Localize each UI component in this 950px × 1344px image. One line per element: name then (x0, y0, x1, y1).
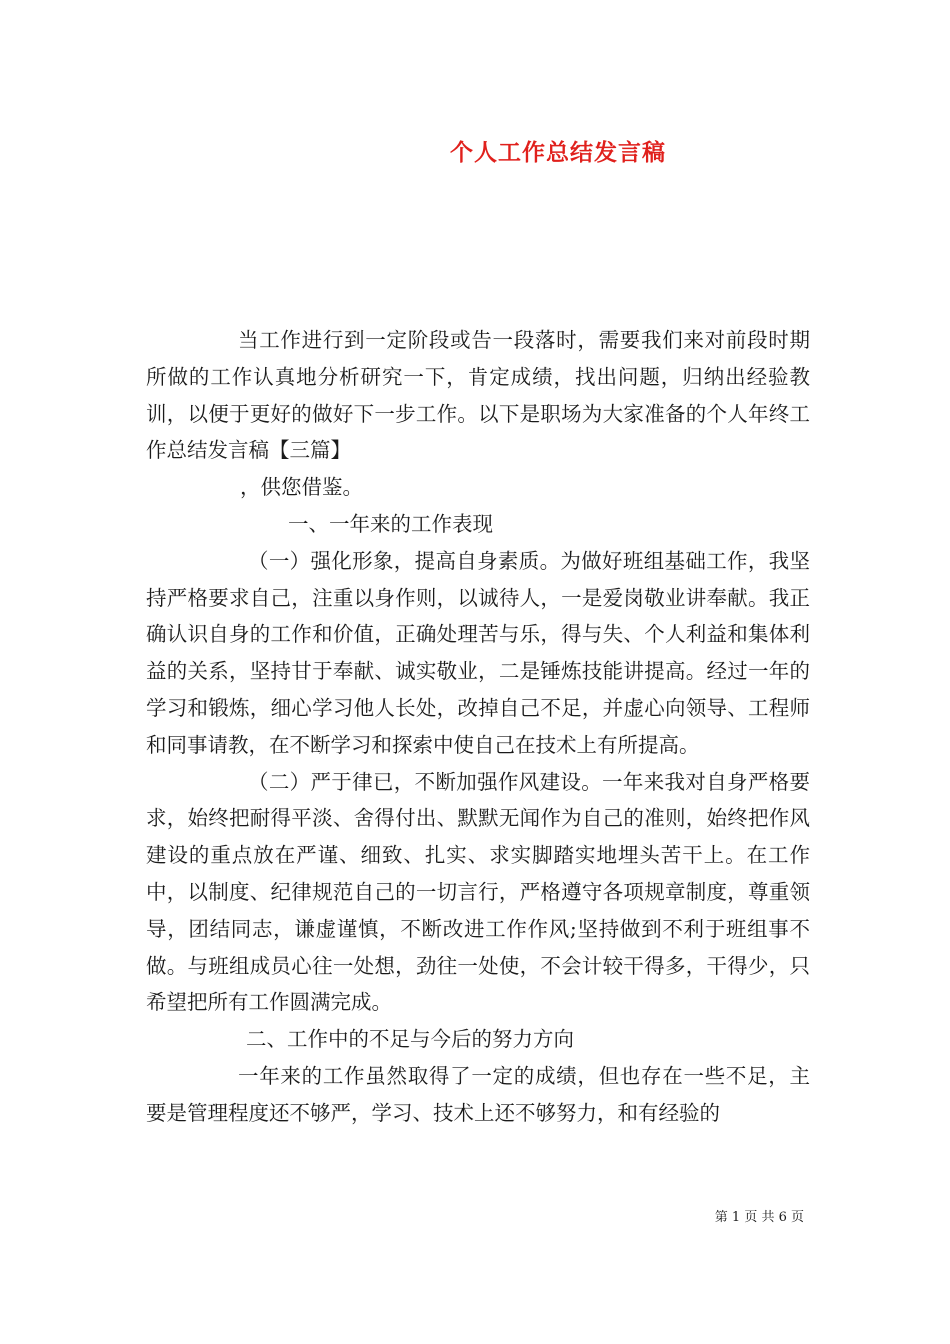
document-body (146, 322, 810, 1132)
section-heading-2: 二、工作中的不足与今后的努力方向 (246, 1027, 574, 1052)
document-title: 个人工作总结发言稿 (450, 139, 666, 166)
section-heading-1: 一、一年来的工作表现 (288, 511, 493, 536)
section-3-paragraph: 一年来的工作虽然取得了一定的成绩，但也存在一些不足，主要是管理程度还不够严，学习、技术上还不够努力，和有经验的 (146, 1063, 810, 1125)
section-1-paragraph: （一）强化形象，提高自身素质。为做好班组基础工作，我坚持严格要求自己，注重以身作则，以诚待人，一是爱岗敬业讲奉献。我正确认识自身的工作和价值，正确处理苦与乐，得与失、个人利益和集体利益的关系，坚持甘于奉献、诚实敬业，二是锤炼技能讲提高。经过一年的学习和锻炼，细心学习他人长处，改掉自己不足，并虚心向领导、工程师和同事请教，在不断学习和探索中使自己在技术上有所提高。 (146, 548, 810, 757)
intro-paragraph: 当工作进行到一定阶段或告一段落时，需要我们来对前段时期所做的工作认真地分析研究一下，肯定成绩，找出问题，归纳出经验教训，以便于更好的做好下一步工作。以下是职场为大家准备的个人年终工作总结发言稿【三篇】 (146, 328, 810, 463)
intro-tail-paragraph: ，供您借鉴。 (240, 475, 363, 500)
page-number-footer: 第 1 页 共 6 页 (714, 1210, 804, 1225)
section-2-paragraph: （二）严于律已，不断加强作风建设。一年来我对自身严格要求，始终把耐得平淡、舍得付出、默默无闻作为自己的准则，始终把作风建设的重点放在严谨、细致、扎实、求实脚踏实地埋头苦干上。在工作中，以制度、纪律规范自己的一切言行，严格遵守各项规章制度，尊重领导，团结同志，谦虚谨慎，不断改进工作作风;坚持做到不利于班组事不做。与班组成员心往一处想，劲往一处使，不会计较干得多，干得少，只希望把所有工作圆满完成。 (146, 769, 810, 1015)
